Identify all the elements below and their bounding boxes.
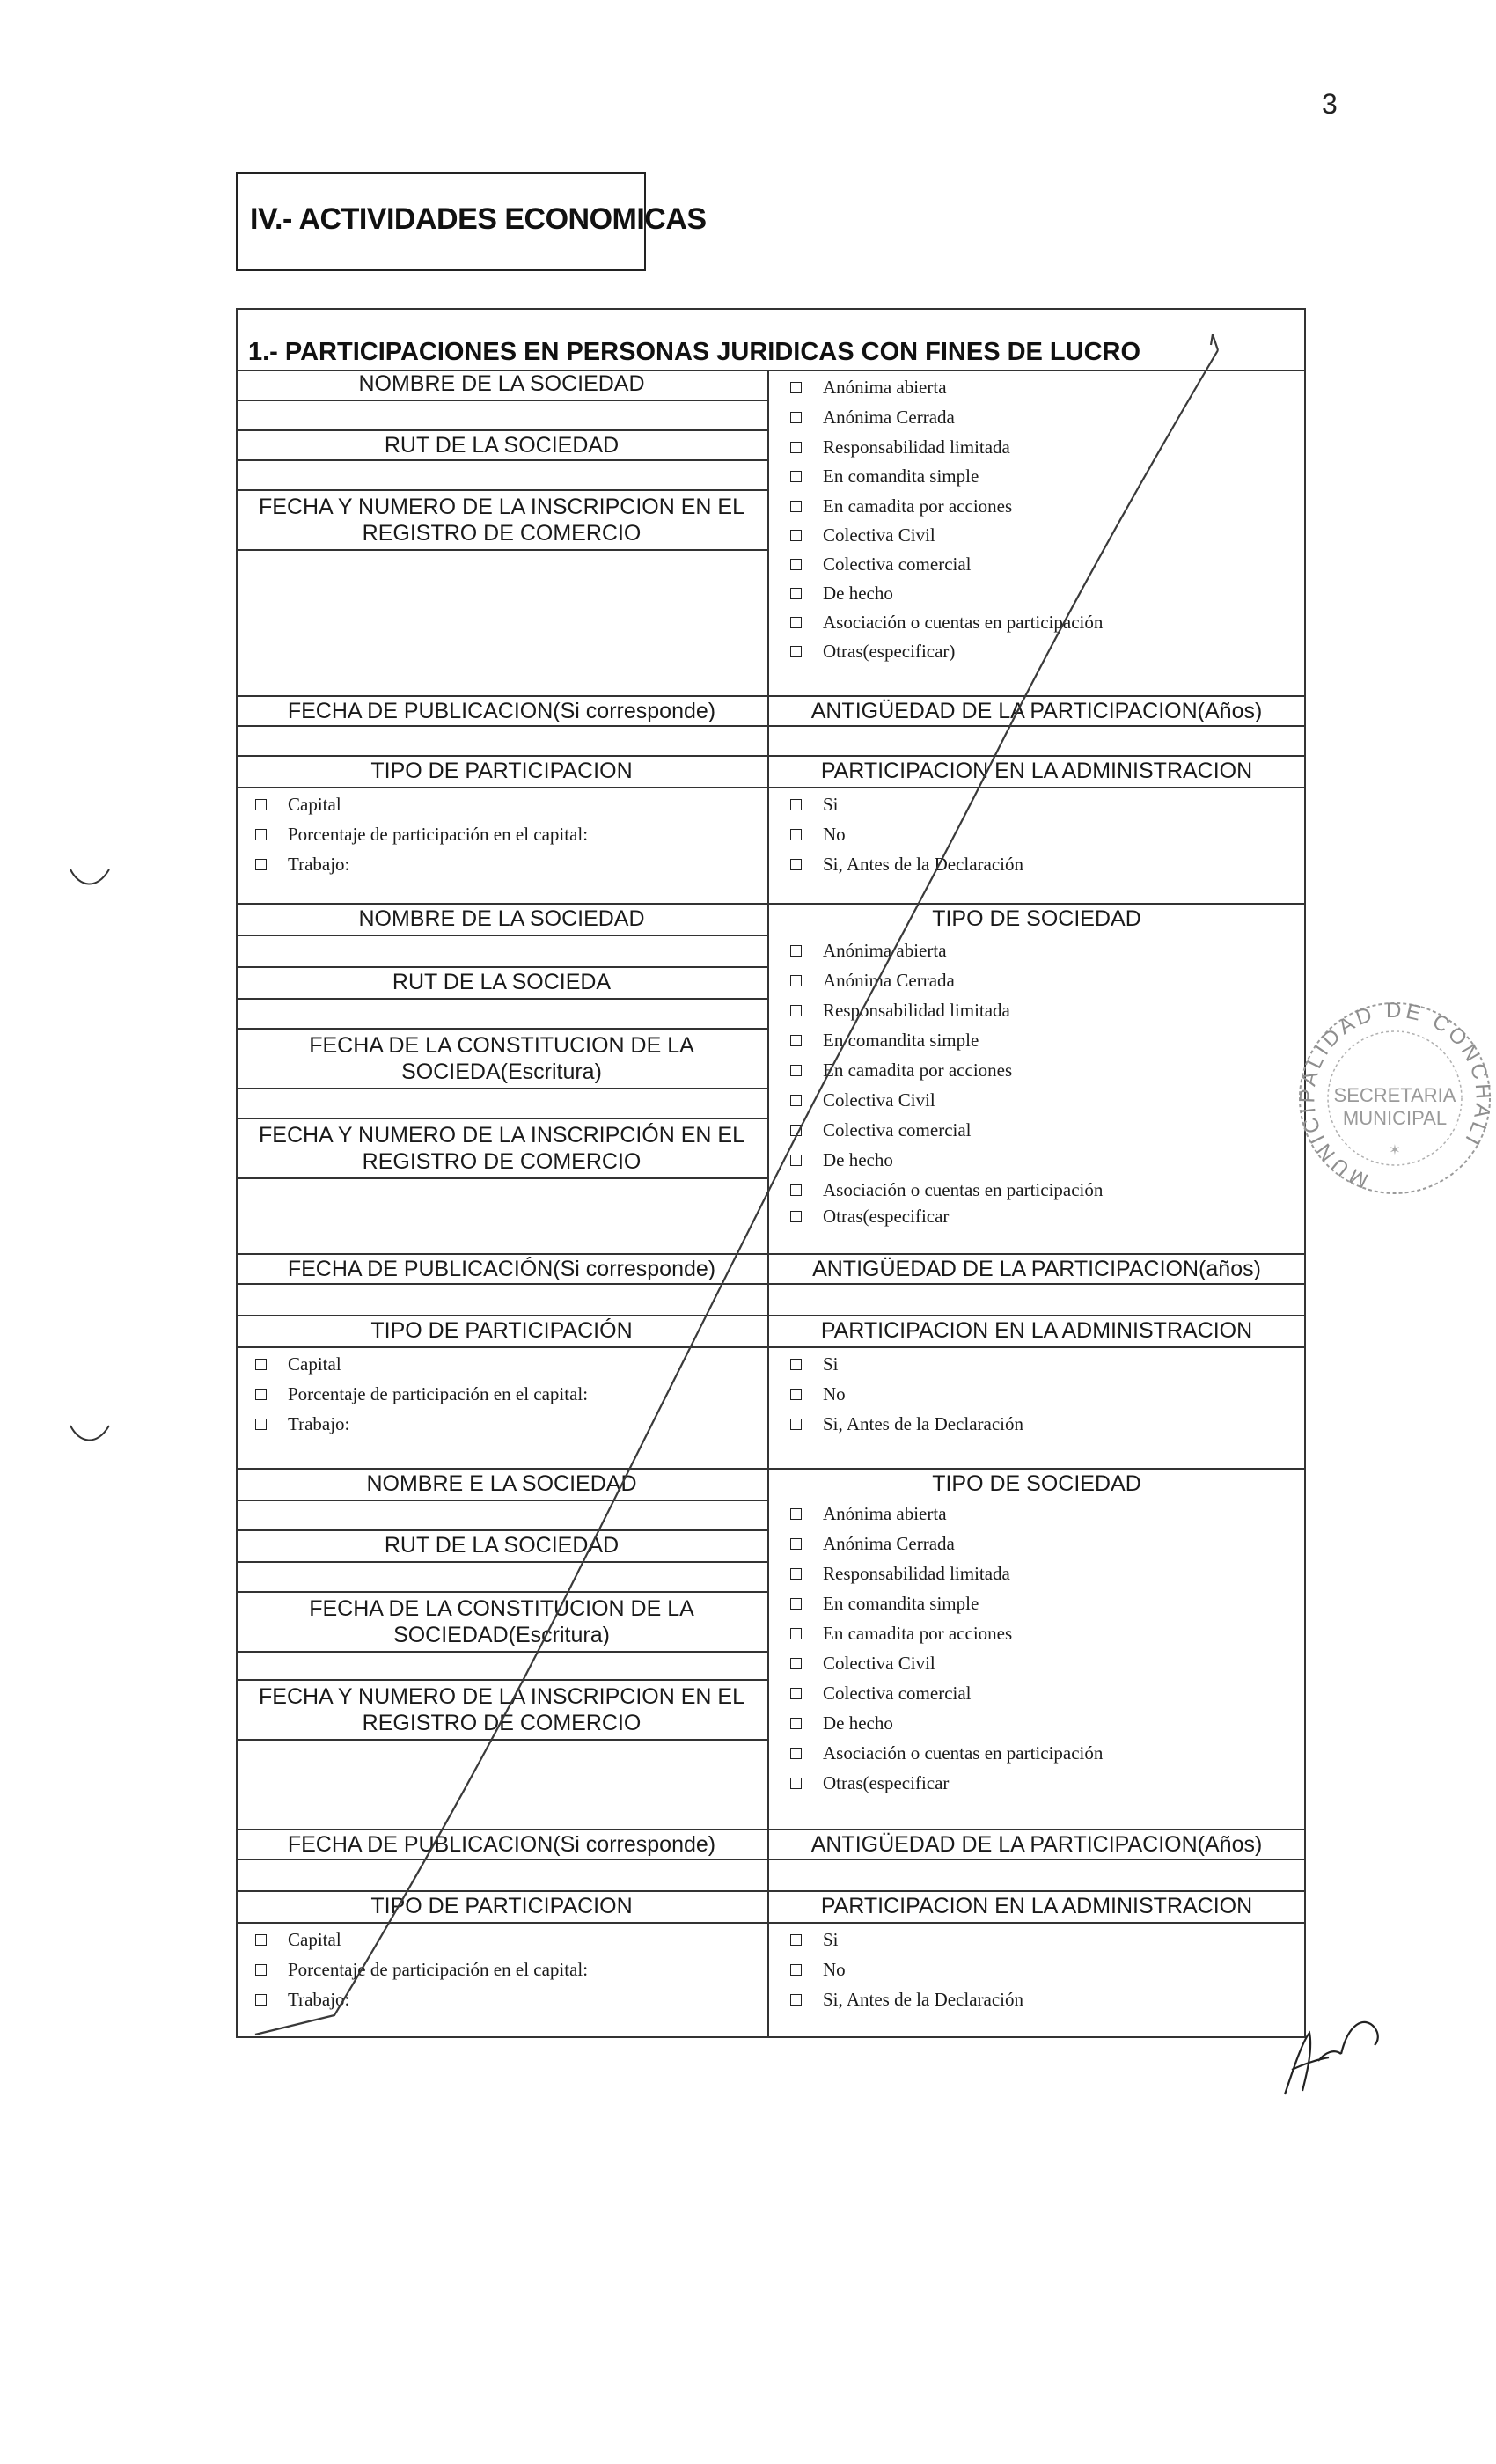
block2-admin-no[interactable]: No bbox=[790, 1383, 846, 1404]
block1-tipo-responsabilidad[interactable]: Responsabilidad limitada bbox=[790, 436, 1010, 458]
block1-admin-antes[interactable]: Si, Antes de la Declaración bbox=[790, 854, 1023, 875]
signature bbox=[1267, 2006, 1390, 2112]
hole-punch-mark bbox=[65, 1419, 118, 1454]
block1-antiguedad-label: ANTIGÜEDAD DE LA PARTICIPACION(Años) bbox=[810, 699, 1263, 723]
svg-text:✶: ✶ bbox=[1389, 1143, 1401, 1158]
block2-tipo-anonima-abierta[interactable]: Anónima abierta bbox=[790, 940, 947, 961]
block2-tipo-otras[interactable]: Otras(especificar bbox=[790, 1206, 949, 1227]
block2-nombre-label: NOMBRE DE LA SOCIEDAD bbox=[358, 906, 645, 931]
block1-inscripcion-label-2: REGISTRO DE COMERCIO bbox=[362, 521, 642, 546]
block2-admin-si[interactable]: Si bbox=[790, 1353, 839, 1375]
block1-admin-no[interactable]: No bbox=[790, 824, 846, 845]
block2-tipo-responsabilidad[interactable]: Responsabilidad limitada bbox=[790, 1000, 1010, 1021]
block2-constitucion-label-1: FECHA DE LA CONSTITUCION DE LA bbox=[309, 1033, 694, 1058]
block3-admin-si[interactable]: Si bbox=[790, 1929, 839, 1950]
block2-rut-label: RUT DE LA SOCIEDA bbox=[392, 970, 612, 994]
block1-rut-label: RUT DE LA SOCIEDAD bbox=[384, 433, 620, 458]
hole-punch-mark bbox=[65, 862, 118, 898]
block3-publicacion-label: FECHA DE PUBLICACION(Si corresponde) bbox=[287, 1832, 716, 1857]
block2-antiguedad-label: ANTIGÜEDAD DE LA PARTICIPACION(años) bbox=[812, 1257, 1261, 1281]
block3-tipo-anonima-abierta[interactable]: Anónima abierta bbox=[790, 1503, 947, 1524]
section-title: IV.- ACTIVIDADES ECONOMICAS bbox=[250, 202, 707, 236]
block1-tipo-acciones[interactable]: En camadita por acciones bbox=[790, 495, 1012, 517]
block3-constitucion-label-2: SOCIEDAD(Escritura) bbox=[393, 1623, 610, 1647]
block1-nombre-label: NOMBRE DE LA SOCIEDAD bbox=[358, 371, 645, 396]
block3-nombre-label: NOMBRE E LA SOCIEDAD bbox=[366, 1471, 637, 1496]
block1-tipo-anonima-cerrada[interactable]: Anónima Cerrada bbox=[790, 407, 955, 428]
block3-part-capital[interactable]: Capital bbox=[255, 1929, 341, 1950]
block2-tipo-comandita[interactable]: En comandita simple bbox=[790, 1030, 979, 1051]
block2-admin-antes[interactable]: Si, Antes de la Declaración bbox=[790, 1413, 1023, 1434]
block3-admin-label: PARTICIPACION EN LA ADMINISTRACION bbox=[820, 1894, 1253, 1918]
block3-tipo-anonima-cerrada[interactable]: Anónima Cerrada bbox=[790, 1533, 955, 1554]
block3-tipo-participacion-label: TIPO DE PARTICIPACION bbox=[370, 1894, 633, 1918]
block2-part-capital[interactable]: Capital bbox=[255, 1353, 341, 1375]
block2-part-trabajo[interactable]: Trabajo: bbox=[255, 1413, 349, 1434]
subsection-title: 1.- PARTICIPACIONES EN PERSONAS JURIDICAS CON FINES DE LUCRO bbox=[248, 338, 1141, 366]
block2-tipo-anonima-cerrada[interactable]: Anónima Cerrada bbox=[790, 970, 955, 991]
block3-rut-label: RUT DE LA SOCIEDAD bbox=[384, 1533, 620, 1558]
block3-part-porcentaje[interactable]: Porcentaje de participación en el capital: bbox=[255, 1959, 588, 1980]
block2-admin-label: PARTICIPACION EN LA ADMINISTRACION bbox=[820, 1318, 1253, 1343]
block3-tipo-otras[interactable]: Otras(especificar bbox=[790, 1772, 949, 1793]
block1-part-capital[interactable]: Capital bbox=[255, 794, 341, 815]
block3-antiguedad-label: ANTIGÜEDAD DE LA PARTICIPACION(Años) bbox=[810, 1832, 1263, 1857]
block1-tipo-asociacion[interactable]: Asociación o cuentas en participación bbox=[790, 612, 1103, 633]
block3-tipo-colectiva-comercial[interactable]: Colectiva comercial bbox=[790, 1683, 972, 1704]
block3-part-trabajo[interactable]: Trabajo: bbox=[255, 1989, 349, 2010]
block1-tipo-anonima-abierta[interactable]: Anónima abierta bbox=[790, 377, 947, 398]
block1-tipo-otras[interactable]: Otras(especificar) bbox=[790, 641, 955, 662]
block3-tipo-sociedad-label: TIPO DE SOCIEDAD bbox=[932, 1471, 1141, 1496]
block2-tipo-sociedad-label: TIPO DE SOCIEDAD bbox=[932, 906, 1141, 931]
block3-tipo-colectiva-civil[interactable]: Colectiva Civil bbox=[790, 1653, 935, 1674]
block3-tipo-responsabilidad[interactable]: Responsabilidad limitada bbox=[790, 1563, 1010, 1584]
block1-publicacion-label: FECHA DE PUBLICACION(Si corresponde) bbox=[287, 699, 716, 723]
block2-tipo-acciones[interactable]: En camadita por acciones bbox=[790, 1060, 1012, 1081]
block3-tipo-acciones[interactable]: En camadita por acciones bbox=[790, 1623, 1012, 1644]
stamp-ring-text: MUNICIPALIDAD DE CONCHALI bbox=[1295, 998, 1495, 1193]
block2-publicacion-label: FECHA DE PUBLICACIÓN(Si corresponde) bbox=[287, 1257, 716, 1281]
block2-tipo-de-hecho[interactable]: De hecho bbox=[790, 1149, 893, 1170]
block3-tipo-de-hecho[interactable]: De hecho bbox=[790, 1712, 893, 1734]
block3-tipo-comandita[interactable]: En comandita simple bbox=[790, 1593, 979, 1614]
block2-tipo-participacion-label: TIPO DE PARTICIPACIÓN bbox=[370, 1318, 633, 1343]
stamp-center-2: MUNICIPAL bbox=[1342, 1107, 1448, 1129]
block1-tipo-colectiva-comercial[interactable]: Colectiva comercial bbox=[790, 554, 972, 575]
block3-tipo-asociacion[interactable]: Asociación o cuentas en participación bbox=[790, 1742, 1103, 1764]
block1-part-trabajo[interactable]: Trabajo: bbox=[255, 854, 349, 875]
block1-tipo-colectiva-civil[interactable]: Colectiva Civil bbox=[790, 524, 935, 546]
block2-constitucion-label-2: SOCIEDA(Escritura) bbox=[401, 1060, 602, 1084]
block2-tipo-colectiva-comercial[interactable]: Colectiva comercial bbox=[790, 1119, 972, 1140]
block1-tipo-de-hecho[interactable]: De hecho bbox=[790, 583, 893, 604]
block2-inscripcion-label-2: REGISTRO DE COMERCIO bbox=[362, 1149, 642, 1174]
block2-part-porcentaje[interactable]: Porcentaje de participación en el capital: bbox=[255, 1383, 588, 1404]
block1-part-porcentaje[interactable]: Porcentaje de participación en el capital: bbox=[255, 824, 588, 845]
block2-tipo-asociacion[interactable]: Asociación o cuentas en participación bbox=[790, 1179, 1103, 1200]
block1-tipo-comandita[interactable]: En comandita simple bbox=[790, 466, 979, 487]
block3-admin-no[interactable]: No bbox=[790, 1959, 846, 1980]
block2-tipo-colectiva-civil[interactable]: Colectiva Civil bbox=[790, 1089, 935, 1111]
block2-inscripcion-label-1: FECHA Y NUMERO DE LA INSCRIPCIÓN EN EL bbox=[259, 1123, 744, 1148]
block3-admin-antes[interactable]: Si, Antes de la Declaración bbox=[790, 1989, 1023, 2010]
page-number: 3 bbox=[1322, 88, 1338, 120]
block1-admin-si[interactable]: Si bbox=[790, 794, 839, 815]
block3-inscripcion-label-1: FECHA Y NUMERO DE LA INSCRIPCION EN EL bbox=[259, 1684, 744, 1709]
stamp-center-1: SECRETARIA bbox=[1333, 1084, 1456, 1106]
block1-inscripcion-label-1: FECHA Y NUMERO DE LA INSCRIPCION EN EL bbox=[259, 495, 744, 519]
block1-tipo-participacion-label: TIPO DE PARTICIPACION bbox=[370, 759, 633, 783]
block3-constitucion-label-1: FECHA DE LA CONSTITUCION DE LA bbox=[309, 1596, 694, 1621]
block1-admin-label: PARTICIPACION EN LA ADMINISTRACION bbox=[820, 759, 1253, 783]
block3-inscripcion-label-2: REGISTRO DE COMERCIO bbox=[362, 1711, 642, 1735]
municipal-stamp bbox=[1294, 994, 1496, 1206]
